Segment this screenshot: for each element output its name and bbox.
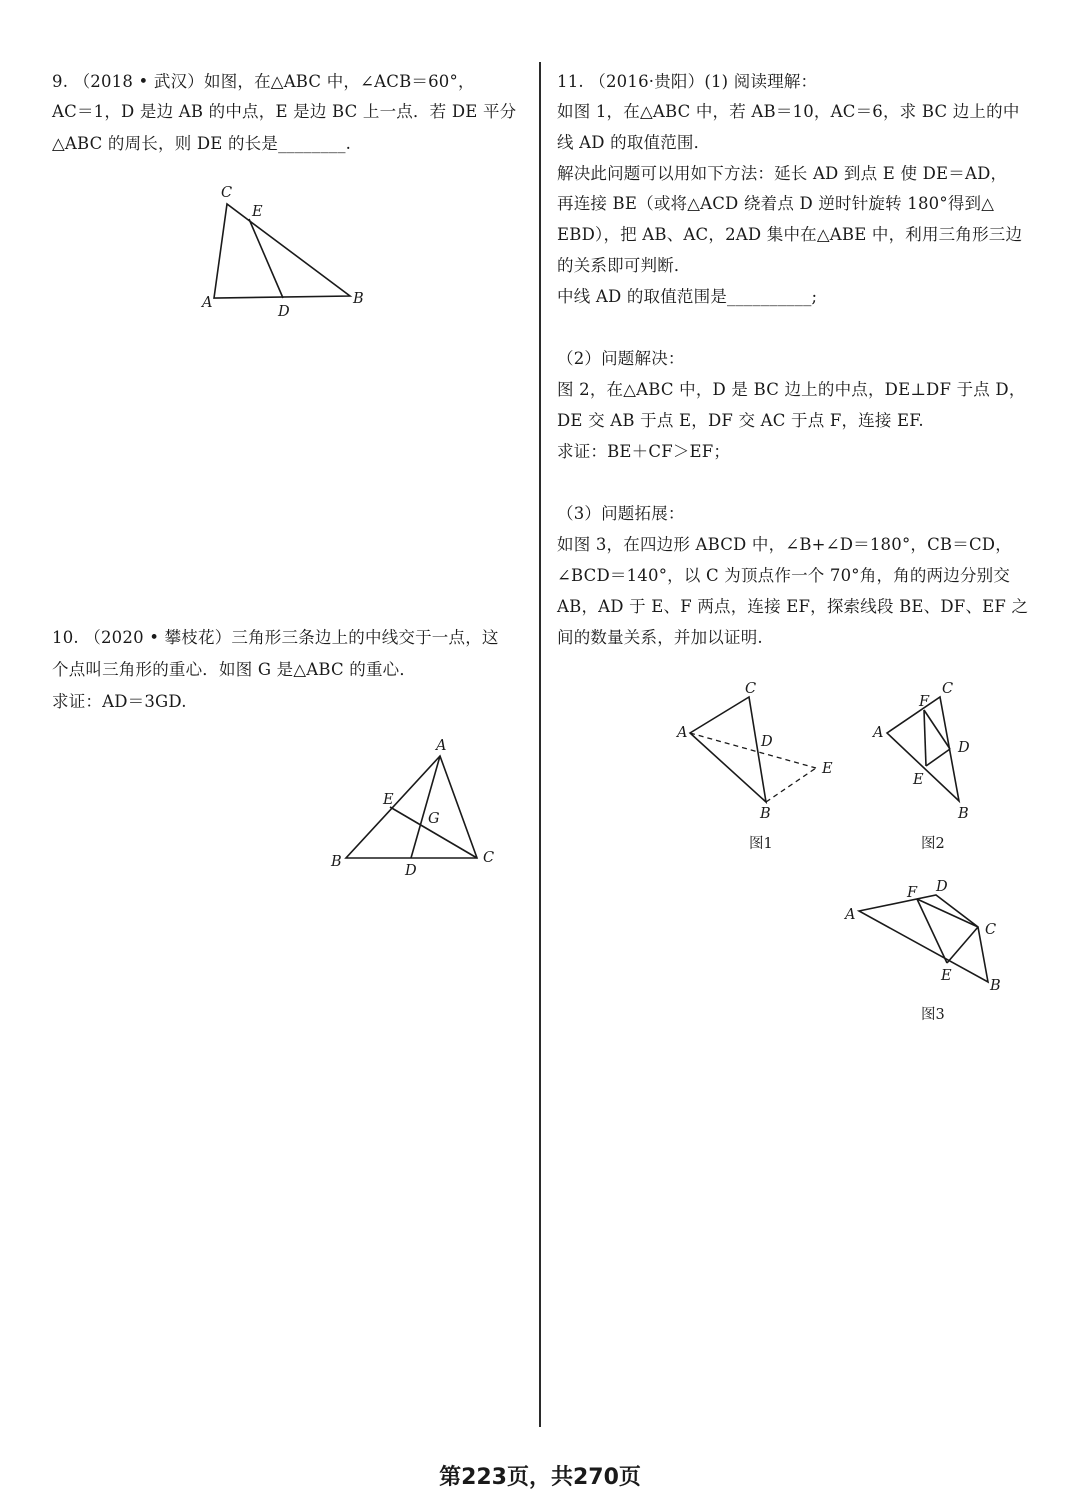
q9-line-2: AC＝1，D 是边 AB 的中点，E 是边 BC 上一点．若 DE 平分	[52, 102, 517, 121]
q10-label-b: B	[331, 854, 342, 870]
q9-label-b: B	[353, 291, 364, 307]
q11-p3-line-3: ∠BCD＝140°，以 C 为顶点作一个 70°角，角的两边分别交	[557, 566, 1011, 585]
q11-p3-line-4: AB，AD 于 E、F 两点，连接 EF，探索线段 BE、DF、EF 之	[557, 597, 1029, 616]
q11-p1-line-2: 如图 1，在△ABC 中，若 AB＝10，AC＝6，求 BC 边上的中	[557, 102, 1020, 121]
fig3-label-a: A	[845, 907, 856, 923]
q9-label-c: C	[221, 185, 233, 201]
fig3-label-b: B	[990, 978, 1001, 994]
q11-p3-line-5: 间的数量关系，并加以证明.	[557, 628, 763, 647]
fig1-label-c: C	[745, 681, 757, 697]
q11-p1-line-1: 11. （2016·贵阳）(1) 阅读理解：	[557, 72, 818, 91]
q11-p1-line-8: 中线 AD 的取值范围是__________;	[557, 287, 818, 306]
q11-p1-line-6: EBD），把 AB、AC，2AD 集中在△ABE 中，利用三角形三边	[557, 225, 1023, 244]
q9-label-d: D	[278, 304, 290, 320]
q11-p3-line-2: 如图 3，在四边形 ABCD 中，∠B+∠D＝180°，CB＝CD，	[557, 535, 1012, 554]
fig2-label-f: F	[919, 694, 930, 710]
q10-label-e: E	[383, 792, 394, 808]
fig3-label-f: F	[907, 885, 918, 901]
fig3-label-e: E	[941, 968, 952, 984]
fig1-label-a: A	[677, 725, 688, 741]
fig1-caption: 图1	[749, 836, 773, 852]
fig3-segment-ef	[917, 899, 947, 963]
q10-label-d: D	[405, 863, 417, 879]
fig1-label-b: B	[760, 806, 771, 822]
fig1-label-d: D	[761, 734, 773, 750]
q11-p2-line-2: 图 2，在△ABC 中，D 是 BC 边上的中点，DE⊥DF 于点 D，	[557, 380, 1026, 399]
fig3-label-c: C	[985, 922, 997, 938]
q9-line-3: △ABC 的周长，则 DE 的长是________.	[52, 134, 352, 153]
q10-label-c: C	[483, 850, 495, 866]
q11-p1-line-5: 再连接 BE（或将△ACD 绕着点 D 逆时针旋转 180°得到△	[557, 194, 995, 213]
q10-label-a: A	[436, 738, 447, 754]
q9-label-a: A	[202, 295, 213, 311]
fig2-label-a: A	[873, 725, 884, 741]
fig3-segment-ce	[947, 927, 978, 963]
q11-p2-line-3: DE 交 AB 于点 E，DF 交 AC 于点 F，连接 EF.	[557, 411, 924, 430]
q10-line-1: 10. （2020 • 攀枝花）三角形三条边上的中线交于一点，这	[52, 628, 499, 647]
q10-line-3: 求证：AD＝3GD.	[52, 692, 187, 711]
fig3-label-d: D	[936, 879, 948, 895]
fig1-label-e: E	[822, 761, 833, 777]
q9-label-e: E	[252, 204, 263, 220]
fig2-label-b: B	[958, 806, 969, 822]
fig2-label-d: D	[958, 740, 970, 756]
q11-p2-line-4: 求证：BE＋CF＞EF；	[557, 442, 731, 461]
fig2-label-e: E	[913, 772, 924, 788]
q11-p1-line-3: 线 AD 的取值范围．	[557, 133, 711, 152]
q10-label-g: G	[428, 811, 440, 827]
q11-p3-line-1: （3）问题拓展：	[557, 504, 685, 523]
page-number: 第223页，共270页	[439, 1465, 641, 1490]
q11-p1-line-4: 解决此问题可以用如下方法：延长 AD 到点 E 使 DE＝AD，	[557, 164, 1008, 183]
fig2-caption: 图2	[921, 836, 945, 852]
fig2-label-c: C	[942, 681, 954, 697]
q11-p2-line-1: （2）问题解决：	[557, 349, 685, 368]
fig3-caption: 图3	[921, 1007, 945, 1023]
q11-p1-line-7: 的关系即可判断．	[557, 256, 691, 275]
q9-line-1: 9. （2018 • 武汉）如图，在△ABC 中，∠ACB＝60°，	[52, 72, 475, 91]
q10-line-2: 个点叫三角形的重心．如图 G 是△ABC 的重心．	[52, 660, 417, 679]
